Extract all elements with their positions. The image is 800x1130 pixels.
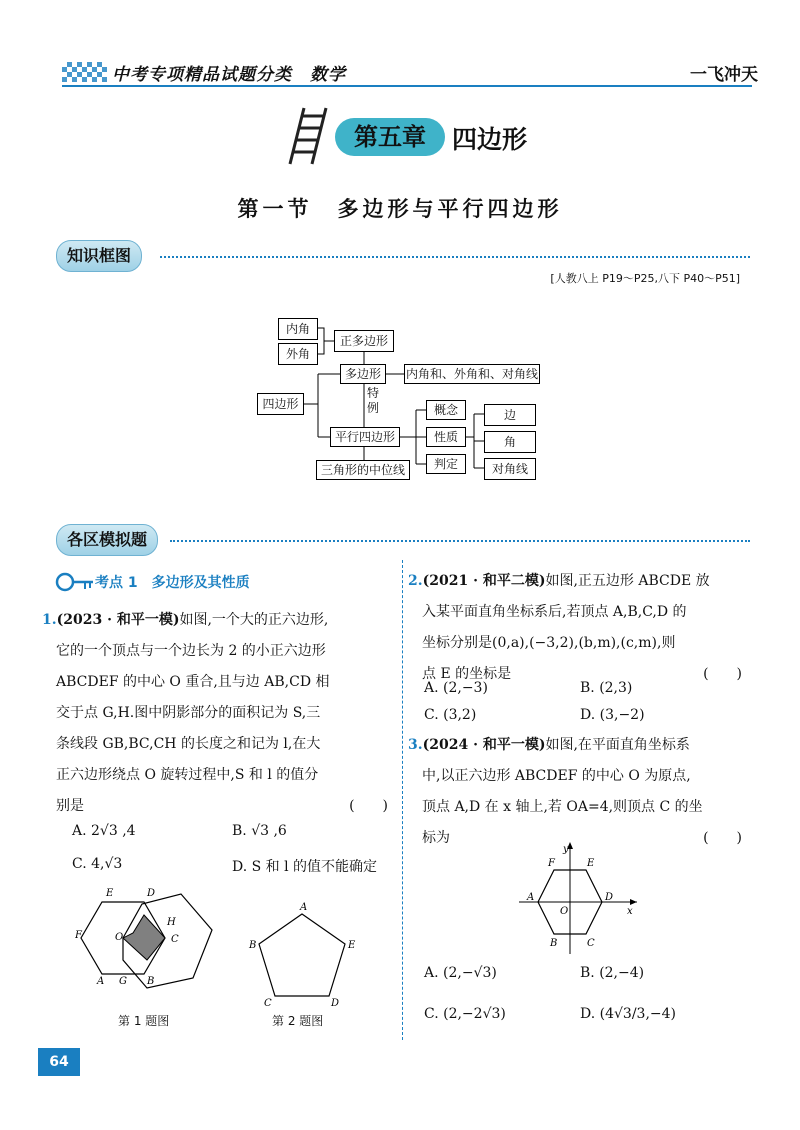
q1-option-c: C. 4,√3: [72, 856, 123, 872]
fig3-label: y: [563, 844, 569, 855]
node-midline: 三角形的中位线: [316, 460, 410, 480]
node-criterion: 判定: [426, 454, 466, 474]
concept-map-connectors: [0, 0, 800, 500]
column-divider: [402, 560, 403, 1040]
fig3-label: C: [587, 938, 595, 949]
node-concept: 概念: [426, 400, 466, 420]
fig1-label: A: [97, 976, 105, 987]
node-property: 性质: [426, 427, 466, 447]
q3-option-c: C. (2,−2√3): [424, 1006, 506, 1022]
q1-line: 它的一个顶点与一个边长为 2 的小正六边形: [56, 643, 326, 659]
question-3: [408, 730, 748, 854]
q2-option-d: D. (3,−2): [580, 707, 645, 723]
node-quadrilateral: 四边形: [257, 393, 304, 415]
node-exterior-angle: 外角: [278, 343, 318, 365]
q2-line: 点 E 的坐标是: [422, 666, 512, 682]
fig3-label: F: [548, 858, 555, 869]
fig3-label: E: [587, 858, 595, 869]
q1-line: ABCDEF 的中心 O 重合,且与边 AB,CD 相: [56, 674, 330, 690]
fig3-label: O: [560, 906, 569, 917]
node-polygon: 多边形: [340, 364, 386, 384]
framework-banner: 知识框图: [56, 240, 142, 272]
figure-1-caption: 第 1 题图: [118, 1014, 170, 1028]
q2-option-b: B. (2,3): [580, 680, 633, 696]
framework-reference: [人教八上 P19～P25,八下 P40～P51]: [550, 272, 740, 285]
q3-source: (2024 · 和平一模): [422, 737, 546, 753]
q3-line: 如图,在平面直角坐标系: [545, 737, 690, 753]
node-diagonal: 对角线: [484, 458, 536, 480]
q1-answer-bracket: ( ): [349, 798, 388, 814]
q3-line: 顶点 A,D 在 x 轴上,若 OA=4,则顶点 C 的坐: [422, 799, 703, 815]
page-number: 64: [38, 1048, 80, 1076]
q3-option-d: D. (4√3/3,−4): [580, 1006, 676, 1022]
header-series-title: 中考专项精品试题分类 数学: [112, 65, 346, 85]
topic-label: 考点 1 多边形及其性质: [95, 575, 250, 591]
q1-option-b: B. √3 ,6: [232, 823, 287, 839]
node-interior-angle: 内角: [278, 318, 318, 340]
q3-option-b: B. (2,−4): [580, 965, 645, 981]
fig1-label: D: [147, 888, 156, 899]
fig1-label: G: [119, 976, 127, 987]
q1-line: 条线段 GB,BC,CH 的长度之和记为 l,在大: [56, 736, 321, 752]
q3-option-a: A. (2,−√3): [424, 965, 497, 981]
header-brand: 一飞冲天: [690, 65, 758, 85]
fig1-label: H: [167, 917, 176, 928]
fig3-label: D: [605, 892, 614, 903]
fig2-label: E: [348, 940, 356, 951]
q2-option-c: C. (3,2): [424, 707, 477, 723]
q2-line: 入某平面直角坐标系后,若顶点 A,B,C,D 的: [422, 604, 687, 620]
q1-option-a: A. 2√3 ,4: [72, 823, 136, 839]
node-angle-sums: 内角和、外角和、对角线: [404, 364, 540, 384]
fig1-label: C: [171, 934, 179, 945]
figure-1-hexagons: [75, 880, 225, 1005]
figure-3-hexagon-axes: [515, 838, 645, 958]
fig1-label: O: [115, 932, 124, 943]
fig2-label: A: [300, 902, 308, 913]
fig1-label: F: [75, 930, 82, 941]
figure-2-pentagon: [245, 900, 360, 1010]
fig2-label: C: [264, 998, 272, 1009]
section-title: 第一节 多边形与平行四边形: [237, 196, 563, 221]
fig2-label: B: [249, 940, 257, 951]
q1-source: (2023 · 和平一模): [56, 612, 180, 628]
q1-line: 正六边形绕点 O 旋转过程中,S 和 l 的值分: [56, 767, 319, 783]
chapter-badge: 第五章: [335, 118, 445, 156]
fig3-label: B: [550, 938, 558, 949]
fig3-label: x: [627, 906, 633, 917]
question-1: [42, 605, 392, 822]
node-special-case: 特例: [367, 386, 380, 415]
q3-line: 标为: [422, 830, 450, 846]
q2-line: 坐标分别是(0,a),(−3,2),(b,m),(c,m),则: [422, 635, 676, 651]
node-parallelogram: 平行四边形: [330, 427, 400, 447]
node-regular-polygon: 正多边形: [334, 330, 394, 352]
q1-option-d: D. S 和 l 的值不能确定: [232, 859, 378, 875]
q2-number: 2.: [408, 573, 423, 589]
q3-number: 3.: [408, 737, 423, 753]
q1-number: 1.: [42, 612, 57, 628]
fig2-label: D: [331, 998, 340, 1009]
q1-line: 如图,一个大的正六边形,: [179, 612, 329, 628]
q1-line: 交于点 G,H.图中阴影部分的面积记为 S,三: [56, 705, 321, 721]
practice-banner: 各区模拟题: [56, 524, 158, 556]
q2-answer-bracket: ( ): [703, 666, 742, 682]
q3-line: 中,以正六边形 ABCDEF 的中心 O 为原点,: [422, 768, 691, 784]
question-2: [408, 566, 748, 690]
chapter-topic: 四边形: [452, 125, 528, 154]
q2-source: (2021 · 和平二模): [422, 573, 546, 589]
fig1-label: B: [147, 976, 155, 987]
q2-line: 如图,正五边形 ABCDE 放: [545, 573, 710, 589]
q1-line: 别是: [56, 798, 84, 814]
key-icon: [55, 570, 95, 594]
figure-2-caption: 第 2 题图: [272, 1014, 324, 1028]
node-angle: 角: [484, 431, 536, 453]
fig3-label: A: [527, 892, 535, 903]
node-side: 边: [484, 404, 536, 426]
q3-answer-bracket: ( ): [703, 830, 742, 846]
fig1-label: E: [106, 888, 114, 899]
q2-option-a: A. (2,−3): [424, 680, 488, 696]
practice-dotted-rule: [170, 540, 750, 542]
